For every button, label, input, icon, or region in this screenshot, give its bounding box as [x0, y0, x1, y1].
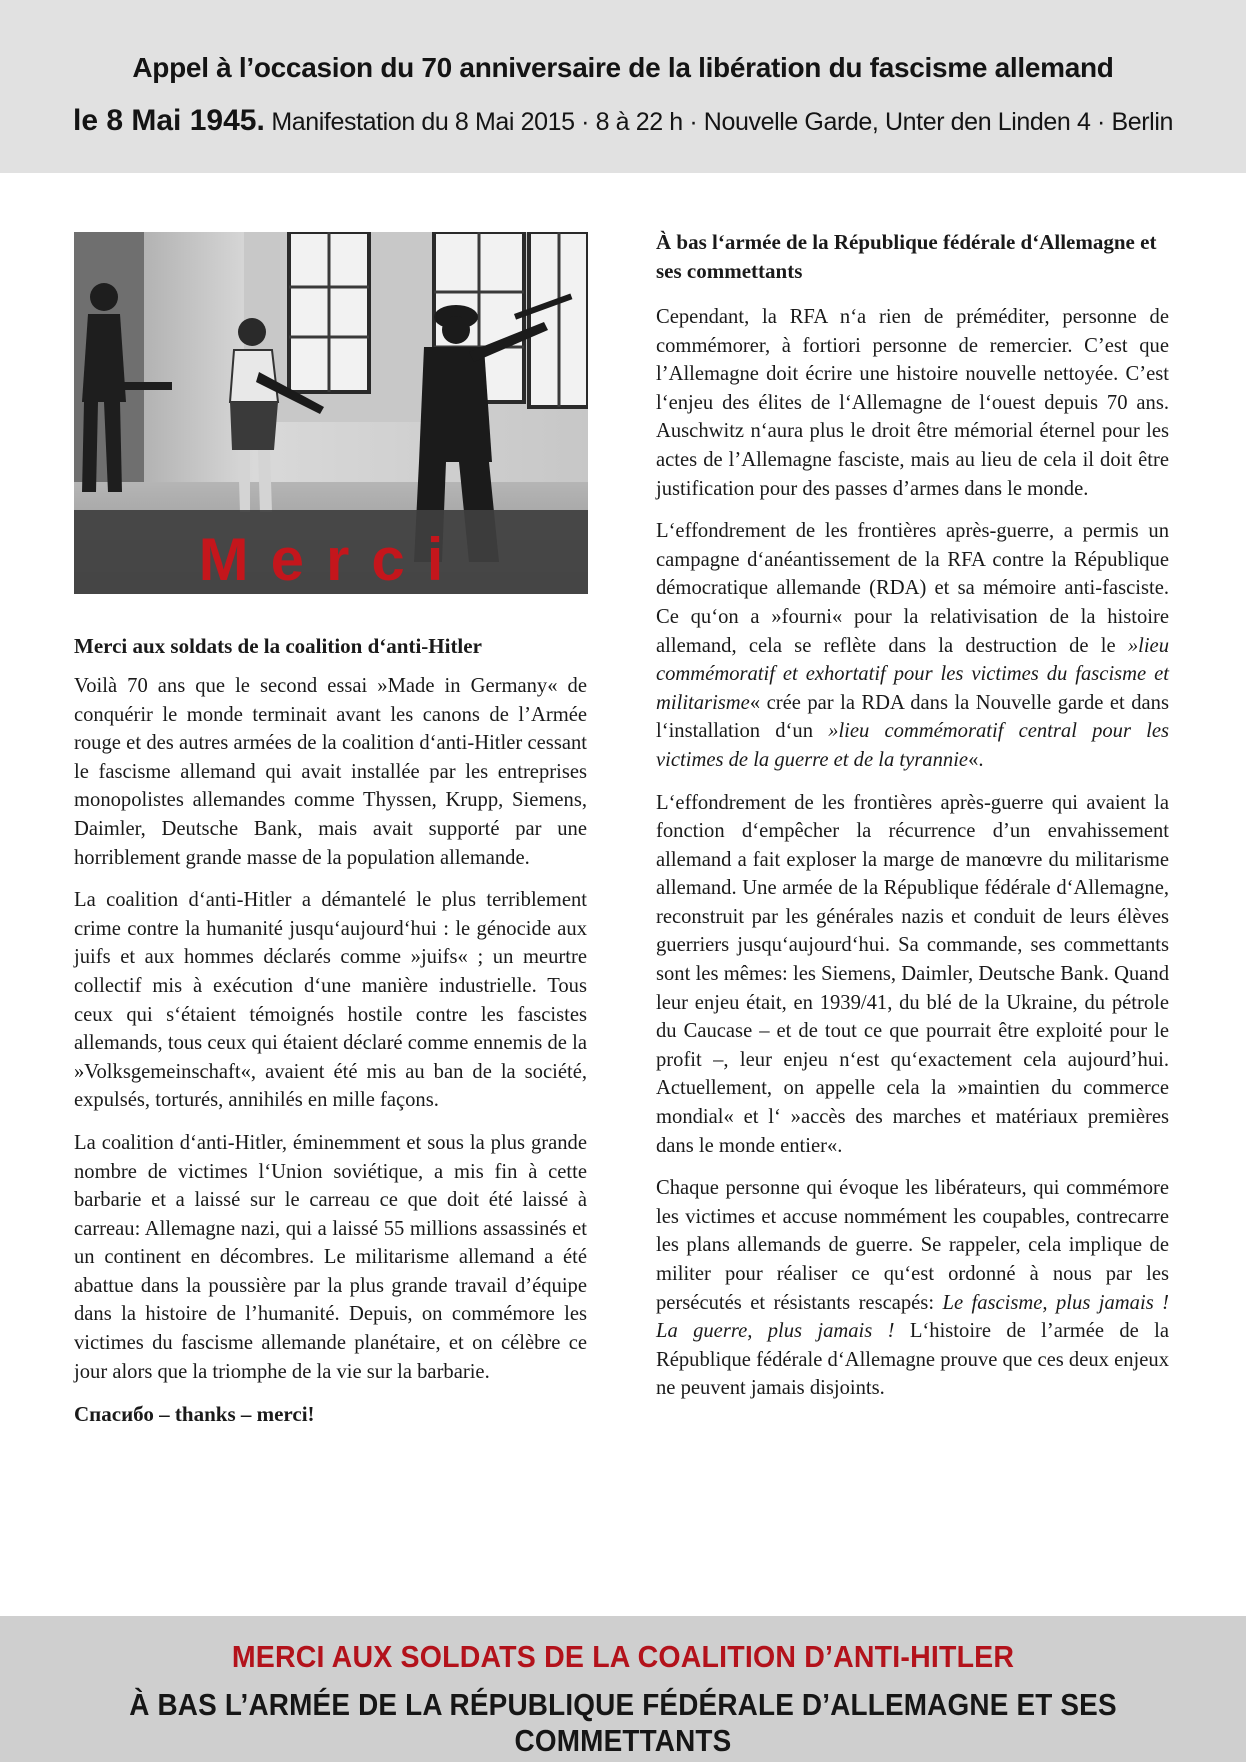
left-paragraph: La coalition d‘anti-Hitler, éminemment et sous la plus grande nombre de victimes l‘Union soviétique, a mis fin à cette barbarie et a laissé sur le carreau ce que doit été laissé à carreau: Allemagne nazi, qui a laissé 55 millions assassinés et un continent en décombres. Le militarisme allemand a été abattue dans la poussière par la plus grande travail d’équipe dans la histoire de l’humanité. Depuis, on commémore les victimes du fascisme allemande planétaire, et on célèbre ce jour alors que la triomphe de la vie sur la barbarie. — [74, 1131, 587, 1383]
left-closing: Спасибо – thanks – merci! — [74, 1402, 315, 1427]
left-body — [74, 672, 587, 1443]
right-paragraph-2 — [656, 517, 1169, 774]
text-span: L‘histoire de l’armée de la République fédérale d‘Allemagne prouve que ces deux enjeux ne peuvent jamais disjoints. — [656, 1320, 1169, 1400]
footer-slogan-red: MERCI AUX SOLDATS DE LA COALITION D’ANTI-HITLER — [231, 1639, 1015, 1674]
right-paragraph-3: L‘effondrement de les frontières après-guerre qui avaient la fonction d‘empêcher la récurrence d’un envahissement allemand a fait exploser la marge de manœvre du militarisme allemand. Une armée de la République fédérale d‘Allemagne, reconstruit par les générales nazis et conduit de leurs élèves guerriers jusqu‘aujourd‘hui. Sa commande, ses commettants sont les mêmes: les Siemens, Daimler, Deutsche Bank. Quand leur enjeu était, en 1939/41, du blé de la Ukraine, du pétrole du Caucase – et de tout ce que pourrait être exploité pour le profit –, leur enjeu n‘est qu‘exactement cela aujourd’hui. Actuellement, on appelle cela la »maintien du commerce mondial« et l‘ »accès des marches et matériaux premières dans le monde entier«. — [656, 791, 1169, 1157]
right-paragraph-1: Cependant, la RFA n‘a rien de préméditer, personne de commémorer, à fortiori personne de remercier. C’est que l’Allemagne doit écrire une histoire nouvelle nettoyée. C’est l‘enjeu des élites de l‘Allemagne de l‘ouest depuis 70 ans. Auschwitz n‘aura plus le droit être mémorial éternel pour les actes de l’Allemagne fasciste, mais au lieu de cela il doit être justification pour des passes d’armes dans le monde. — [656, 306, 1169, 500]
left-paragraph: La coalition d‘anti-Hitler a démantelé le plus terriblement crime contre la humanité jusqu‘aujourd‘hui : le génocide aux juifs et aux hommes déclarés comme »juifs« ; un meurtre collectif mis à exécution d‘une manière industrielle. Tous ceux qui s‘étaient témoignés hostile contre les fascistes allemands, tous ceux qui étaient déclaré comme ennemis de la »Volksgemeinschaft«, avaient été mis au ban de la société, expulsés, torturés, annihilés en mille façons. — [74, 889, 587, 1112]
header-band — [0, 0, 1246, 173]
historic-photo — [74, 232, 588, 594]
header-subtitle — [0, 104, 1246, 138]
right-heading: À bas l‘armée de la République fédérale d‘Allemagne et ses commettants — [656, 230, 1157, 283]
header-date: le 8 Mai 1945. — [72, 104, 265, 137]
text-span: « crée par la RDA dans la Nouvelle garde et dans l‘installation d‘un — [656, 691, 1169, 743]
left-heading: Merci aux soldats de la coalition d‘anti-Hitler — [74, 634, 482, 658]
text-span: L‘effondrement de les frontières après-guerre, a permis un campagne d‘anéantissement de la RFA contre la République démocratique allemande (RDA) et sa mémoire anti-fasciste. Ce qu‘on a »fourni« pour la relativisation de la histoire allemand, cela se reflète dans la destruction de le — [656, 520, 1169, 657]
right-paragraph-4 — [656, 1174, 1169, 1403]
footer-slogan-black: À BAS L’ARMÉE DE LA RÉPUBLIQUE FÉDÉRALE D’ALLEMAGNE ET SES COMMETTANTS — [129, 1687, 1117, 1758]
italic-slogan: Le fascisme, plus jamais ! La guerre, plus jamais ! — [656, 1291, 1169, 1343]
italic-quote: »lieu commémoratif et exhortatif pour les victimes du fascisme et militarisme — [656, 634, 1169, 714]
italic-quote: »lieu commémoratif central pour les victimes de la guerre et de la tyrannie — [656, 720, 1169, 771]
header-title: Appel à l’occasion du 70 anniversaire de la libération du fascisme allemand — [132, 52, 1114, 83]
text-span: «. — [968, 748, 984, 771]
merci-overlay-text: Merci — [198, 526, 466, 593]
right-body — [656, 303, 1169, 1417]
text-span: Chaque personne qui évoque les libérateurs, qui commémore les victimes et accuse nommément les coupables, contrecarre les plans allemands de guerre. Se rappeler, cela implique de militer pour réaliser ce qu‘est ordonné à nous par les persécutés et résistants rescapés: — [656, 1177, 1169, 1314]
header-event-details: Manifestation du 8 Mai 2015 · 8 à 22 h · Nouvelle Garde, Unter den Linden 4 · Berlin — [264, 108, 1173, 136]
left-paragraph: Voilà 70 ans que le second essai »Made in Germany« de conquérir le monde terminait avant les canons de l’Armée rouge et des autres armées de la coalition d‘anti-Hitler cessant le fascisme allemand qui avait installée par les entreprises monopolistes allemandes comme Thyssen, Krupp, Siemens, Daimler, Deutsche Bank, mais avait supporté par une horriblement grande masse de la population allemande. — [74, 675, 587, 869]
